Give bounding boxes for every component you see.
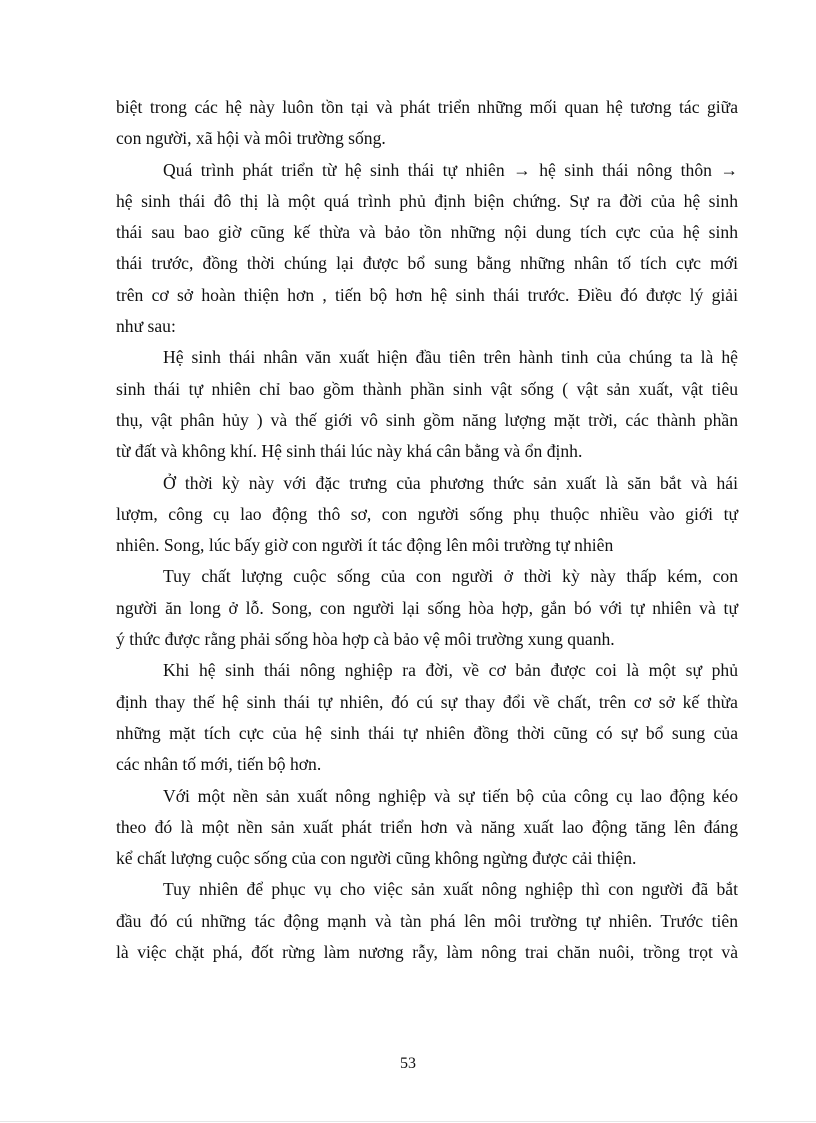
text-line: nhiên. Song, lúc bấy giờ con người ít tác động lên môi trường tự nhiên	[116, 535, 614, 556]
text-line: sinh thái tự nhiên chỉ bao gồm thành phần sinh vật sống ( vật sản xuất, vật tiêu	[116, 378, 738, 399]
text-line: là việc chặt phá, đốt rừng làm nương rẫy, làm nông trai chăn nuôi, trồng trọt và	[116, 942, 738, 963]
text-line: thụ, vật phân hủy ) và thế giới vô sinh gồm năng lượng mặt trời, các thành phần	[116, 409, 738, 430]
text-line: các nhân tố mới, tiến bộ hơn.	[116, 754, 322, 775]
text-line: lượm, công cụ lao động thô sơ, con người sống phụ thuộc nhiều vào giới tự	[116, 503, 738, 524]
text-line: con người, xã hội và môi trường sống.	[116, 128, 386, 149]
text-line: hệ sinh thái đô thị là một quá trình phủ định biện chứng. Sự ra đời của hệ sinh	[116, 190, 738, 211]
text-line: như sau:	[116, 316, 176, 337]
text-line: từ đất và không khí. Hệ sinh thái lúc này khá cân bằng và ổn định.	[116, 441, 583, 462]
text-line: theo đó là một nền sản xuất phát triển hơn và năng xuất lao động tăng lên đáng	[116, 816, 738, 837]
body-text	[116, 92, 738, 968]
text-line: Ở thời kỳ này với đặc trưng của phương thức sản xuất là săn bắt và hái	[163, 472, 738, 493]
page-bottom-edge	[0, 1121, 816, 1122]
text-line: Quá trình phát triển từ hệ sinh thái tự nhiên → hệ sinh thái nông thôn →	[163, 159, 738, 180]
page-number: 53	[400, 1055, 416, 1072]
text-line: thái sau bao giờ cũng kế thừa và bảo tồn những nội dung tích cực của hệ sinh	[116, 222, 738, 243]
text-line: Hệ sinh thái nhân văn xuất hiện đầu tiên trên hành tinh của chúng ta là hệ	[163, 347, 738, 368]
text-line: định thay thế hệ sinh thái tự nhiên, đó cú sự thay đổi về chất, trên cơ sở kế thừa	[116, 691, 738, 712]
text-line: thái trước, đồng thời chúng lại được bổ sung bằng những nhân tố tích cực mới	[116, 253, 738, 274]
text-line: những mặt tích cực của hệ sinh thái tự nhiên đồng thời cũng có sự bổ sung của	[116, 722, 738, 743]
text-line: ý thức được rằng phải sống hòa hợp cà bảo vệ môi trường xung quanh.	[116, 629, 615, 650]
text-line: người ăn long ở lỗ. Song, con người lại sống hòa hợp, gắn bó với tự nhiên và tự	[116, 597, 738, 618]
text-line: trên cơ sở hoàn thiện hơn , tiến bộ hơn hệ sinh thái trước. Điều đó được lý giải	[116, 284, 738, 305]
text-line: kể chất lượng cuộc sống của con người cũng không ngừng được cải thiện.	[116, 848, 637, 869]
text-line: đầu đó cú những tác động mạnh và tàn phá lên môi trường tự nhiên. Trước tiên	[116, 910, 738, 931]
text-line: Tuy chất lượng cuộc sống của con người ở thời kỳ này thấp kém, con	[163, 566, 738, 587]
text-line: Khi hệ sinh thái nông nghiệp ra đời, về cơ bản được coi là một sự phủ	[163, 660, 738, 681]
text-line: Tuy nhiên để phục vụ cho việc sản xuất nông nghiệp thì con người đã bắt	[163, 879, 738, 900]
text-line: biệt trong các hệ này luôn tồn tại và phát triển những mối quan hệ tương tác giữa	[116, 97, 738, 117]
text-line: Với một nền sản xuất nông nghiệp và sự tiến bộ của công cụ lao động kéo	[163, 785, 738, 806]
